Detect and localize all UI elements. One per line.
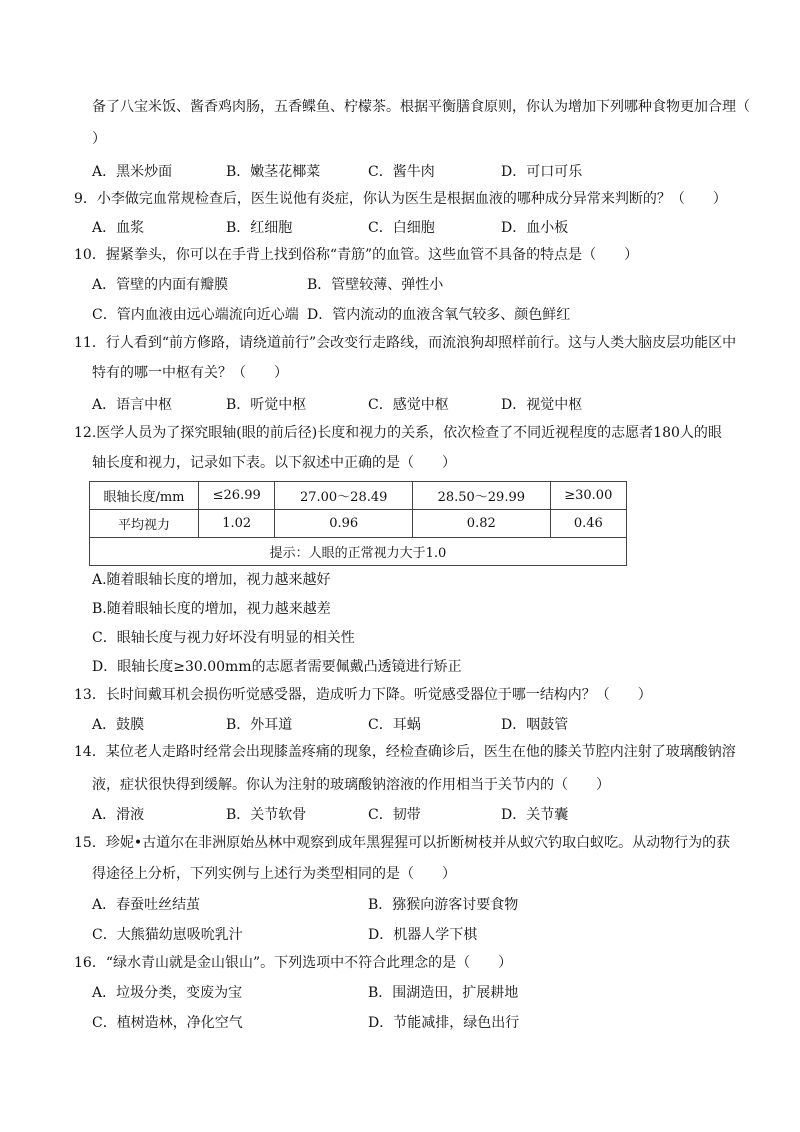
axis-vision-table (89, 481, 627, 566)
q10-option-c: C．管内血液由远心端流向近心端 (92, 307, 299, 323)
table-cell: 28.50～29.99 (412, 482, 550, 510)
q9-option-d: D．血小板 (501, 220, 569, 236)
q10-stem: 10．握紧拳头，你可以在手背上找到俗称“青筋”的血管。这些血管不具备的特点是（ ） (74, 247, 639, 263)
table-cell: 1.02 (199, 510, 275, 538)
q16-option-c: C．植树造林，净化空气 (92, 1015, 243, 1031)
q12-option-d: D．眼轴长度≥30.00mm的志愿者需要佩戴凸透镜进行矫正 (92, 659, 462, 675)
q15-option-a: A．春蚕吐丝结茧 (92, 897, 201, 913)
q13-stem: 13．长时间戴耳机会损伤听觉感受器，造成听力下降。听觉感受器位于哪一结构内？（ ） (74, 687, 652, 703)
q15-stem-line2: 得途径上分析，下列实例与上述行为类型相同的是（ ） (92, 866, 456, 882)
table-row (90, 510, 627, 538)
q14-stem-line1: 14．某位老人走路时经常会出现膝盖疼痛的现象，经检查确诊后，医生在他的膝关节腔内注射了玻璃酸钠溶 (74, 744, 736, 760)
q14-option-c: C．韧带 (368, 807, 421, 823)
table-cell: 0.82 (412, 510, 550, 538)
q9-option-c: C．白细胞 (368, 220, 435, 236)
q10-option-a: A．管壁的内面有瓣膜 (92, 277, 229, 293)
table-header-cell: 平均视力 (90, 510, 199, 538)
q11-option-a: A．语言中枢 (92, 397, 173, 413)
q15-stem-line1: 15．珍妮•古道尔在非洲原始丛林中观察到成年黑猩猩可以折断树枝并从蚁穴钓取白蚁吃。从动物行为的获 (74, 835, 731, 851)
q10-option-d: D．管内流动的血液含氧气较多、颜色鲜红 (307, 307, 571, 323)
q12-option-c: C．眼轴长度与视力好坏没有明显的相关性 (92, 630, 355, 646)
q8-option-b: B．嫩茎花椰菜 (226, 164, 321, 180)
q8-option-d: D．可口可乐 (501, 164, 583, 180)
q12-option-b: B.随着眼轴长度的增加，视力越来越差 (92, 601, 331, 617)
q11-option-b: B．听觉中枢 (226, 397, 307, 413)
q8-option-c: C．酱牛肉 (368, 164, 435, 180)
table-cell: 0.96 (275, 510, 413, 538)
q15-option-b: B．猕猴向游客讨要食物 (368, 897, 519, 913)
table-header-cell: 眼轴长度/mm (90, 482, 199, 510)
q16-option-a: A．垃圾分类，变废为宝 (92, 985, 243, 1001)
q14-option-d: D．关节囊 (501, 807, 569, 823)
q11-stem-line2: 特有的哪一中枢有关？（ ） (92, 365, 288, 381)
q14-option-b: B．关节软骨 (226, 807, 307, 823)
q14-option-a: A．滑液 (92, 807, 145, 823)
q13-option-d: D．咽鼓管 (501, 717, 569, 733)
table-note: 提示：人眼的正常视力大于1.0 (90, 538, 627, 566)
q16-stem: 16．“绿水青山就是金山银山”。下列选项中不符合此理念的是（ ） (74, 955, 513, 971)
q9-option-a: A．血浆 (92, 220, 145, 236)
q13-option-c: C．耳蜗 (368, 717, 421, 733)
q16-option-d: D．节能减排，绿色出行 (368, 1015, 520, 1031)
q8-stem-close: ） (92, 131, 106, 147)
q13-option-b: B．外耳道 (226, 717, 293, 733)
q8-option-a: A．黑米炒面 (92, 164, 173, 180)
q15-option-c: C．大熊猫幼崽吸吮乳汁 (92, 927, 243, 943)
table-cell: ≥30.00 (550, 482, 626, 510)
q11-stem-line1: 11．行人看到“前方修路，请绕道前行”会改变行走路线，而流浪狗却照样前行。这与人类大脑皮层功能区中 (74, 335, 737, 351)
table-cell: ≤26.99 (199, 482, 275, 510)
table-row (90, 482, 627, 510)
q8-stem: 备了八宝米饭、酱香鸡肉肠，五香鲽鱼、柠檬茶。根据平衡膳食原则，你认为增加下列哪种食物更加合理（ (92, 99, 750, 115)
q11-option-d: D．视觉中枢 (501, 397, 583, 413)
q12-stem-line1: 12.医学人员为了探究眼轴(眼的前后径)长度和视力的关系，依次检查了不同近视程度的志愿者180人的眼 (74, 425, 722, 441)
q10-option-b: B．管壁较薄、弹性小 (307, 277, 444, 293)
q15-option-d: D．机器人学下棋 (368, 927, 478, 943)
table-cell: 27.00～28.49 (275, 482, 413, 510)
q12-option-a: A.随着眼轴长度的增加，视力越来越好 (92, 572, 331, 588)
q12-stem-line2: 轴长度和视力，记录如下表。以下叙述中正确的是（ ） (92, 455, 456, 471)
q9-option-b: B．红细胞 (226, 220, 293, 236)
table-cell: 0.46 (550, 510, 626, 538)
q9-stem: 9．小李做完血常规检查后，医生说他有炎症，你认为医生是根据血液的哪种成分异常来判断的？（ ） (74, 191, 727, 207)
table-row (90, 538, 627, 566)
q11-option-c: C．感觉中枢 (368, 397, 449, 413)
q14-stem-line2: 液，症状很快得到缓解。你认为注射的玻璃酸钠溶液的作用相当于关节内的（ ） (92, 777, 610, 793)
q16-option-b: B．围湖造田，扩展耕地 (368, 985, 519, 1001)
q13-option-a: A．鼓膜 (92, 717, 145, 733)
